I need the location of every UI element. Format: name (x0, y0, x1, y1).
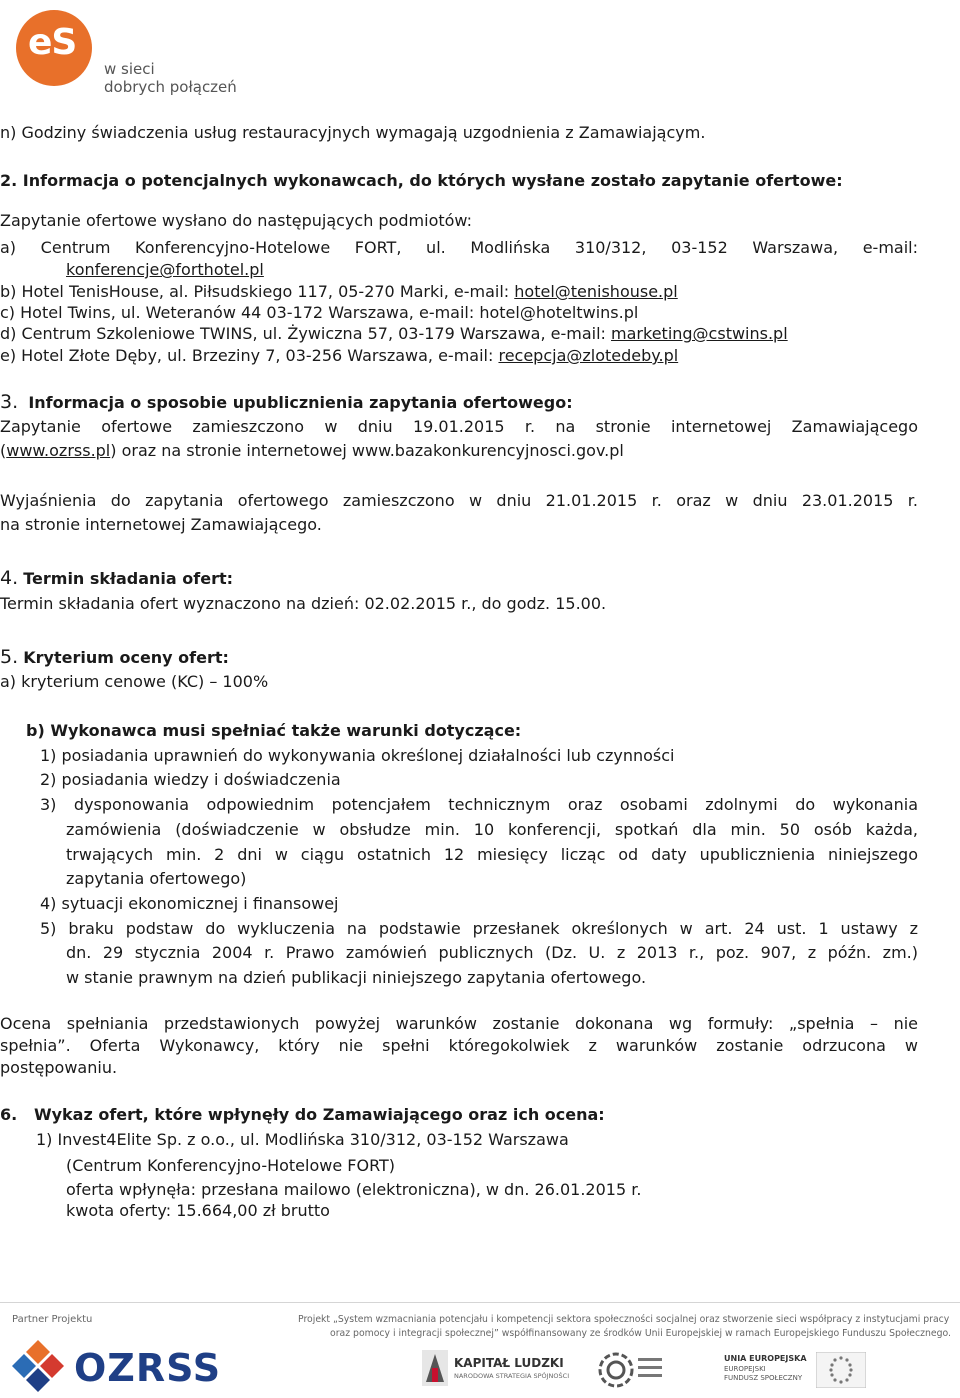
kapital-ludzki-title: KAPITAŁ LUDZKI (454, 1356, 564, 1370)
eu-sub2: FUNDUSZ SPOŁECZNY (724, 1374, 803, 1382)
contractor-d (0, 323, 788, 345)
contractor-b-text: b) Hotel TenisHouse, al. Piłsudskiego 117, 05-270 Marki, e-mail: (0, 282, 515, 301)
section-6-heading (0, 1104, 605, 1126)
condition-2: 2) posiadania wiedzy i doświadczenia (40, 770, 341, 789)
section-4-text: Termin składania ofert wyznaczono na dzień: 02.02.2015 r., do godz. 15.00. (0, 594, 607, 613)
section-5-number: 5. (0, 646, 19, 668)
section-4-title: Termin składania ofert: (23, 569, 234, 588)
email-link[interactable]: hotel@tenishouse.pl (514, 282, 678, 301)
section-4-number: 4. (0, 567, 19, 589)
ozrss-wordmark: OZRSS (74, 1346, 222, 1390)
contractor-a-email[interactable] (66, 259, 264, 281)
logo-line1: w sieci (104, 60, 155, 78)
evaluation-line3: postępowaniu. (0, 1058, 118, 1077)
offer-1-line4: kwota oferty: 15.664,00 zł brutto (66, 1201, 330, 1220)
eu-title: UNIA EUROPEJSKA (724, 1354, 807, 1363)
item-n: n) Godziny świadczenia usług restauracyjnych wymagają uzgodnienia z Zamawiającym. (0, 123, 706, 142)
project-line2: oraz pomocy i integracji społecznej” współfinansowany ze środków Unii Europejskiej w ramach Europejskiego Funduszu Społecznego. (330, 1328, 951, 1339)
section-2-heading: 2. Informacja o potencjalnych wykonawcach, do których wysłane zostało zapytanie ofertowe: (0, 171, 843, 190)
contractor-a: a) Centrum Konferencyjno-Hotelowe FORT, ul. Modlińska 310/312, 03-152 Warszawa, e-mail: (0, 238, 918, 257)
section-3-line2 (0, 440, 624, 462)
section-3-explanation-line2: na stronie internetowej Zamawiającego. (0, 515, 322, 534)
website-link[interactable]: www.ozrss.pl (6, 441, 111, 460)
conditions-heading: b) Wykonawca musi spełniać także warunki dotyczące: (26, 721, 522, 740)
condition-4: 4) sytuacji ekonomicznej i finansowej (40, 894, 339, 913)
project-line1: Projekt „System wzmacniania potencjału i kompetencji sektora społeczności socjalnej oraz stworzenie sieci współpracy z instytucjami pracy (298, 1314, 950, 1325)
logo-mark: eS (28, 22, 77, 63)
condition-3-line1: 3) dysponowania odpowiednim potencjałem technicznym oraz osobami zdolnymi do wykonania (40, 795, 918, 814)
section-4-heading (0, 567, 233, 590)
condition-5-line1: 5) braku podstaw do wykluczenia na podstawie przesłanek określonych w art. 24 ust. 1 ustawy z (40, 919, 918, 938)
contractor-e (0, 345, 678, 367)
eu-logo (724, 1352, 944, 1392)
ozrss-arrows-icon (10, 1338, 72, 1394)
partner-emblem (596, 1350, 666, 1394)
section-5-heading (0, 646, 229, 669)
ozrss-logo (10, 1338, 240, 1394)
section-3-title: Informacja o sposobie upublicznienia zapytania ofertowego: (28, 393, 573, 412)
section-2-intro: Zapytanie ofertowe wysłano do następujących podmiotów: (0, 211, 473, 230)
evaluation-line1: Ocena spełniania przedstawionych powyżej warunków zostanie dokonana wg formuły: „spełnia – nie (0, 1014, 918, 1033)
footer-divider (0, 1302, 960, 1303)
section-3-line1: Zapytanie ofertowe zamieszczono w dniu 19.01.2015 r. na stronie internetowej Zamawiającego (0, 417, 918, 436)
email-link[interactable]: marketing@cstwins.pl (611, 324, 788, 343)
contractor-e-text: e) Hotel Złote Dęby, ul. Brzeziny 7, 03-256 Warszawa, e-mail: (0, 346, 499, 365)
email-link[interactable]: konferencje@forthotel.pl (66, 260, 264, 279)
evaluation-line2: spełnia”. Oferta Wykonawcy, który nie spełni któregokolwiek z warunków zostanie odrzucona w (0, 1036, 918, 1055)
kapital-ludzki-sub: NARODOWA STRATEGIA SPÓJNOŚCI (454, 1372, 570, 1380)
condition-5-line3: w stanie prawnym na dzień publikacji niniejszego zapytania ofertowego. (66, 968, 647, 987)
contractor-c: c) Hotel Twins, ul. Weteranów 44 03-172 Warszawa, e-mail: hotel@hoteltwins.pl (0, 303, 639, 322)
contractor-b (0, 281, 678, 303)
contractor-d-text: d) Centrum Szkoleniowe TWINS, ul. Żywiczna 57, 03-179 Warszawa, e-mail: (0, 324, 612, 343)
section-6-title: Wykaz ofert, które wpłynęły do Zamawiającego oraz ich ocena: (33, 1105, 605, 1124)
logo-line2: dobrych połączeń (104, 78, 237, 96)
kapital-ludzki-logo (420, 1348, 600, 1392)
paren-open: ( (0, 441, 7, 460)
criterion-a: a) kryterium cenowe (KC) – 100% (0, 672, 269, 691)
offer-1-line2: (Centrum Konferencyjno-Hotelowe FORT) (66, 1156, 396, 1175)
section-6-number: 6. (0, 1105, 18, 1124)
partner-label: Partner Projektu (12, 1314, 93, 1325)
kapital-ludzki-emblem-icon (420, 1348, 450, 1388)
section-3-number: 3. (0, 391, 19, 413)
section-3-line2-rest: ) oraz na stronie internetowej www.bazakonkurencyjnosci.gov.pl (110, 441, 624, 460)
condition-3-line4: zapytania ofertowego) (66, 869, 247, 888)
condition-3-line3: trwających min. 2 dni w ciągu ostatnich 12 miesięcy licząc od daty upublicznienia niniejszego (66, 845, 918, 864)
condition-3-line2: zamówienia (doświadczenie w obsłudze min. 10 konferencji, spotkań dla min. 50 osób każda, (66, 820, 918, 839)
condition-5-line2: dn. 29 stycznia 2004 r. Prawo zamówień publicznych (Dz. U. z 2013 r., poz. 907, z późn. zm.) (66, 943, 918, 962)
eu-flag-icon (816, 1352, 866, 1388)
email-link[interactable]: recepcja@zlotedeby.pl (498, 346, 679, 365)
offer-1-line1: 1) Invest4Elite Sp. z o.o., ul. Modlińska 310/312, 03-152 Warszawa (36, 1130, 569, 1149)
section-5-title: Kryterium oceny ofert: (23, 648, 229, 667)
eu-sub1: EUROPEJSKI (724, 1365, 766, 1373)
offer-1-line3: oferta wpłynęła: przesłana mailowo (elektroniczna), w dn. 26.01.2015 r. (66, 1180, 642, 1199)
section-3-heading (0, 391, 573, 414)
section-3-explanation-line1: Wyjaśnienia do zapytania ofertowego zamieszczono w dniu 21.01.2015 r. oraz w dniu 23.01.2015 r. (0, 491, 918, 510)
condition-1: 1) posiadania uprawnień do wykonywania określonej działalności lub czynności (40, 746, 675, 765)
partner-emblem-icon (596, 1350, 666, 1390)
